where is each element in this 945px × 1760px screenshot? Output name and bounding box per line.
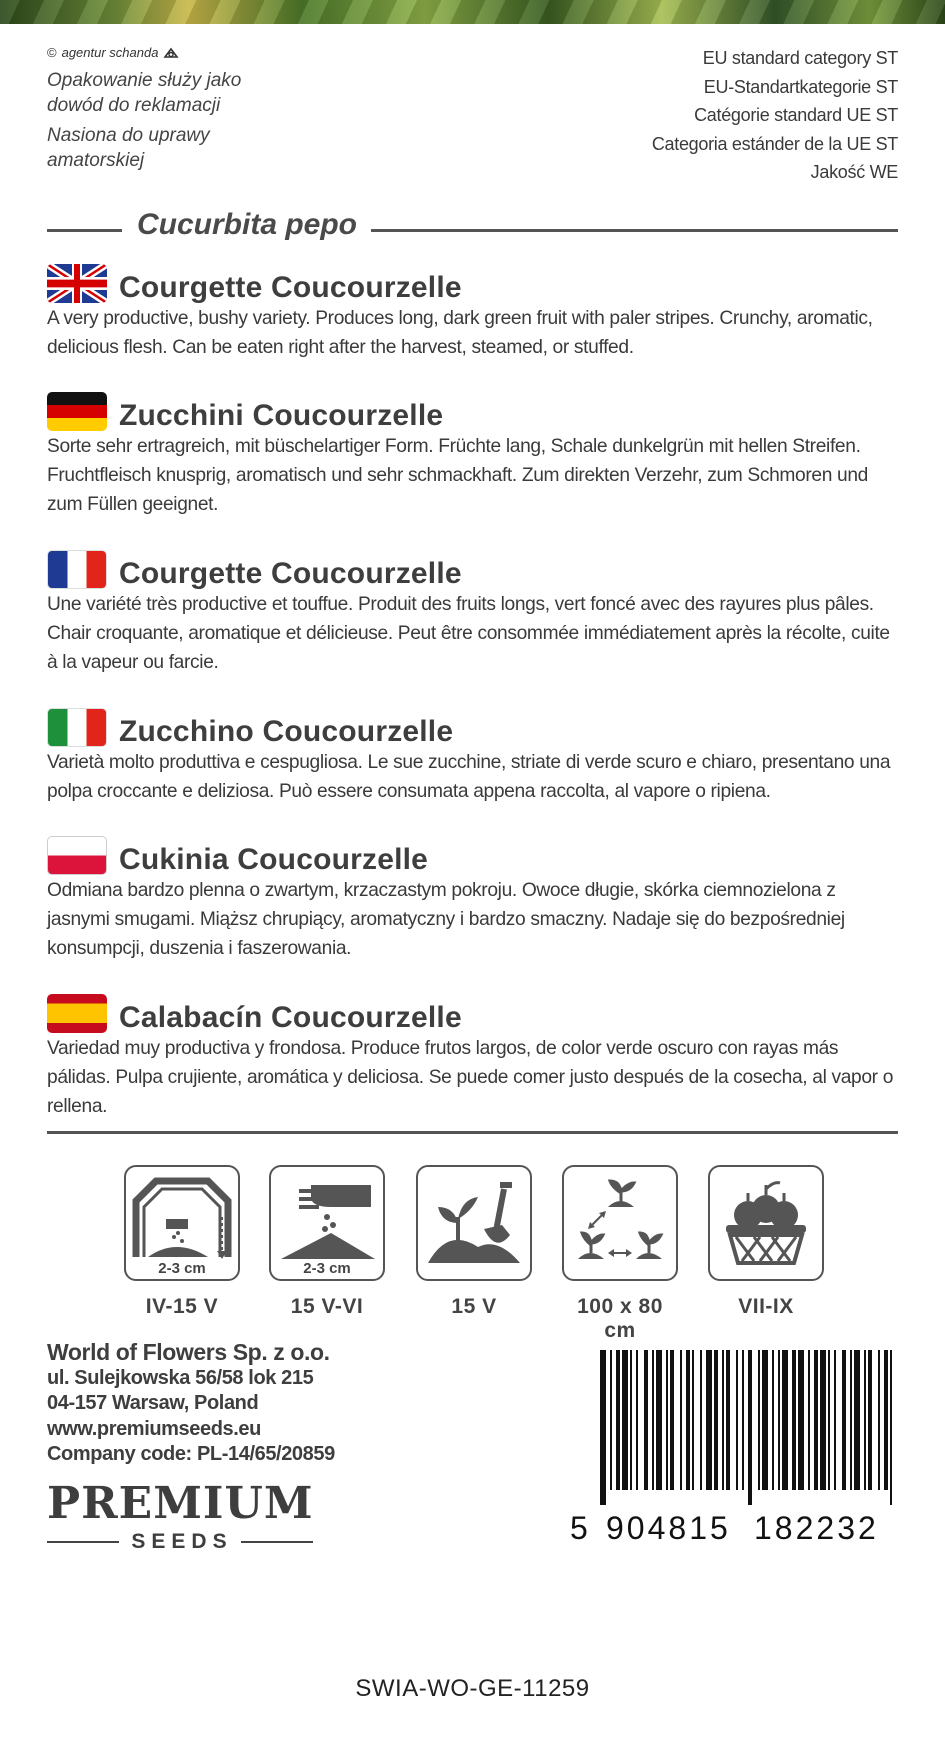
barcode-bar <box>722 1350 724 1490</box>
variety-description: Sorte sehr ertragreich, mit büschelartiger Form. Früchte lang, Schale dunkelgrün mit hellen Streifen. Fruchtfleisch knusprig, aromatisch und sehr schmackhaft. Zum direkten Verzehr, zum Schmoren und zum Füllen geeignet. <box>47 436 868 515</box>
variety-name: Courgette Coucourzelle <box>119 557 462 590</box>
barcode-bar <box>890 1350 892 1505</box>
sowing-depth: 2-3 cm <box>158 1260 206 1277</box>
barcode-bar <box>680 1350 682 1490</box>
standard-line: Catégorie standard UE ST <box>694 105 898 125</box>
variety-description: Une variété très productive et touffue. Produit des fruits longs, vert foncé avec des rayures plus pâles. Chair croquante, aromatique et délicieuse. Peut être consommée immédiatement après la récolte, cuite à la vapeur ou farcie. <box>47 594 890 673</box>
logo-sub-text: SEEDS <box>131 1530 233 1553</box>
planting-period: 15 V <box>451 1295 497 1318</box>
barcode-bar <box>630 1350 632 1490</box>
spain-flag-icon <box>47 994 107 1033</box>
language-section-pl <box>47 834 898 963</box>
barcode-bar <box>656 1350 662 1490</box>
variety-name: Courgette Coucourzelle <box>119 271 462 304</box>
barcode-bar <box>644 1350 648 1490</box>
barcode-bar <box>828 1350 830 1490</box>
latin-name: Cucurbita pepo <box>137 208 358 241</box>
copyright-line <box>47 45 267 60</box>
copyright-icon: © <box>47 45 57 60</box>
language-section-de <box>47 390 898 519</box>
language-section-fr <box>47 548 898 677</box>
barcode-bar <box>798 1350 804 1490</box>
barcode-bar <box>864 1350 866 1490</box>
agency-logo-icon <box>163 47 179 59</box>
barcode-digit-group: 182232 <box>754 1510 879 1546</box>
barcode-bar <box>652 1350 654 1490</box>
barcode-bar <box>854 1350 860 1490</box>
barcode-bar <box>868 1350 872 1490</box>
latin-name-row <box>47 208 898 252</box>
barcode-bar <box>736 1350 738 1490</box>
barcode-bar <box>758 1350 760 1490</box>
france-flag-icon <box>47 550 107 589</box>
barcode-bar <box>884 1350 888 1490</box>
standard-line: Jakość WE <box>810 162 898 182</box>
barcode-digit-group: 5 <box>570 1510 591 1546</box>
standard-line: Categoria estánder de la UE ST <box>651 133 898 154</box>
company-city-line: 04-157 Warsaw, Poland <box>47 1392 259 1414</box>
title-rule-right <box>371 229 898 232</box>
barcode-bar <box>772 1350 774 1490</box>
barcode-bar <box>778 1350 780 1490</box>
barcode-bar <box>808 1350 810 1490</box>
barcode-bar <box>842 1350 846 1490</box>
variety-name: Zucchino Coucourzelle <box>119 715 454 748</box>
barcode-bar <box>820 1350 826 1490</box>
language-section-it <box>47 706 898 806</box>
company-address-line: ul. Sulejkowska 56/58 lok 215 <box>47 1366 314 1389</box>
barcode-bar <box>616 1350 620 1490</box>
premium-seeds-logo <box>47 1480 313 1554</box>
company-name: World of Flowers Sp. z o.o. <box>47 1339 330 1365</box>
product-photo-strip <box>0 0 945 24</box>
icon-harvest <box>706 1165 826 1319</box>
language-section-en <box>47 262 898 362</box>
barcode-bar <box>762 1350 768 1490</box>
barcode <box>598 1350 898 1505</box>
barcode-bar <box>878 1350 880 1490</box>
barcode-bar <box>622 1350 628 1490</box>
planting-out-icon <box>418 1167 530 1279</box>
uk-flag-icon <box>47 264 107 303</box>
italy-flag-icon <box>47 708 107 747</box>
barcode-bar <box>814 1350 818 1490</box>
variety-description: A very productive, bushy variety. Produces long, dark green fruit with paler stripes. Crunchy, aromatic, delicious flesh. Can be eaten right after the harvest, steamed, or stuffed. <box>47 308 873 358</box>
barcode-bar <box>670 1350 674 1490</box>
barcode-bar <box>706 1350 712 1490</box>
barcode-bar <box>742 1350 744 1490</box>
company-code: Company code: PL-14/65/20859 <box>47 1443 335 1465</box>
barcode-digit-group: 904815 <box>606 1510 731 1546</box>
standard-line: EU-Standartkategorie ST <box>703 76 898 97</box>
barcode-bar <box>782 1350 788 1490</box>
spacing-value: 100 x 80 cm <box>577 1295 663 1342</box>
barcode-bar <box>726 1350 730 1490</box>
spacing-icon <box>564 1167 676 1279</box>
barcode-bar <box>692 1350 694 1490</box>
barcode-number <box>570 1510 900 1547</box>
barcode-bar <box>700 1350 702 1490</box>
variety-description: Variedad muy productiva y frondosa. Produce frutos largos, de color verde oscuro con rayas más pálidas. Pulpa crujiente, aromática y deliciosa. Se puede comer justo después de la cosecha, al vapor o rellena. <box>47 1038 894 1117</box>
variety-description: Varietà molto produttiva e cespugliosa. Le sue zucchine, striate di verde scuro e chiaro, presentano una polpa croccante e deliziosa. Può essere consumata appena raccolta, al vapore o ripiena. <box>47 752 891 802</box>
barcode-bar <box>748 1350 752 1505</box>
variety-name: Calabacín Coucourzelle <box>119 1001 462 1034</box>
variety-name: Zucchini Coucourzelle <box>119 399 444 432</box>
sowing-period: IV-15 V <box>145 1295 219 1318</box>
barcode-bar <box>834 1350 836 1490</box>
icon-spacing <box>560 1165 680 1343</box>
product-code: SWIA-WO-GE-11259 <box>355 1675 590 1702</box>
header-notes <box>47 45 267 173</box>
icon-outdoor-sowing <box>267 1165 387 1319</box>
barcode-bar <box>666 1350 668 1490</box>
company-website: www.premiumseeds.eu <box>47 1417 261 1440</box>
logo-main-text: PREMIUM <box>47 1478 314 1529</box>
sowing-period: 15 V-VI <box>290 1295 364 1318</box>
barcode-bar <box>714 1350 718 1490</box>
icon-planting <box>414 1165 534 1319</box>
sowing-depth: 2-3 cm <box>303 1260 351 1277</box>
barcode-bar <box>600 1350 606 1505</box>
icon-greenhouse <box>122 1165 242 1319</box>
complaint-note: Opakowanie służy jako dowód do reklamacji <box>47 70 242 116</box>
barcode-bar <box>850 1350 852 1490</box>
barcode-bar <box>636 1350 638 1490</box>
harvest-basket-icon <box>710 1167 822 1279</box>
company-info <box>47 1340 335 1468</box>
standard-line: EU standard category ST <box>702 48 898 68</box>
variety-name: Cukinia Coucourzelle <box>119 843 429 876</box>
variety-description: Odmiana bardzo plenna o zwartym, krzaczastym pokroju. Owoce długie, skórka ciemnozielona z jasnymi smugami. Miąższ chrupiący, aromatyczny i bardzo smaczny. Nadaje się do bezpośredniej konsumpcji, duszenia i faszerowania. <box>47 880 845 959</box>
standards-list <box>652 44 898 187</box>
harvest-period: VII-IX <box>738 1295 794 1318</box>
copyright-text: agentur schanda <box>61 45 159 60</box>
amateur-note: Nasiona do uprawy amatorskiej <box>47 125 210 171</box>
germany-flag-icon <box>47 392 107 431</box>
title-rule-left <box>47 229 122 232</box>
cultivation-icons <box>122 1165 832 1342</box>
barcode-bar <box>792 1350 796 1490</box>
barcode-bar <box>686 1350 690 1490</box>
barcode-bar <box>610 1350 612 1490</box>
poland-flag-icon <box>47 836 107 875</box>
section-divider <box>47 1131 898 1134</box>
language-section-es <box>47 992 898 1121</box>
